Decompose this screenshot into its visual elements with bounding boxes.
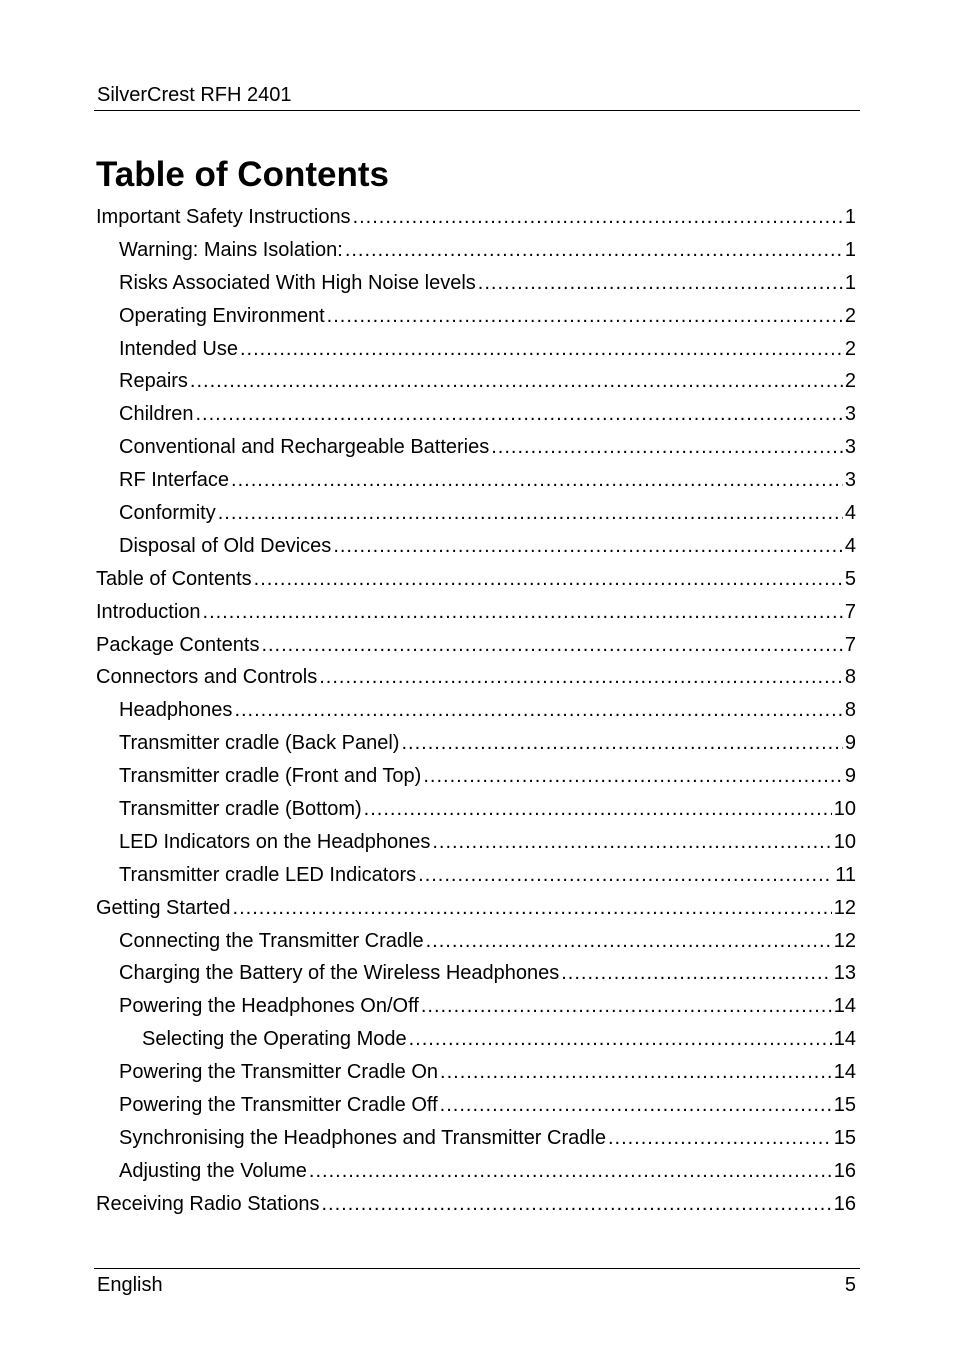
toc-dot-leader xyxy=(440,1056,832,1089)
page-footer xyxy=(94,1268,860,1305)
toc-entry-page: 1 xyxy=(844,206,856,228)
toc-entry-title: Charging the Battery of the Wireless Headphones xyxy=(119,962,560,985)
toc-entry[interactable] xyxy=(96,1056,856,1089)
toc-entry-page: 3 xyxy=(844,469,856,492)
toc-entry-page: 2 xyxy=(844,370,856,393)
toc-entry-page: 14 xyxy=(833,995,856,1018)
toc-dot-leader xyxy=(218,497,843,530)
toc-entry-title: Children xyxy=(119,403,194,426)
toc-dot-leader xyxy=(491,431,843,464)
toc-entry-title: Selecting the Operating Mode xyxy=(142,1028,407,1051)
toc-entry[interactable] xyxy=(96,859,856,892)
toc-entry-title: Intended Use xyxy=(119,337,238,360)
toc-entry-title: Warning: Mains Isolation: xyxy=(119,238,343,261)
toc-entry-page: 13 xyxy=(833,962,856,985)
toc-dot-leader xyxy=(254,563,843,596)
toc-entry-page: 7 xyxy=(844,633,856,656)
toc-dot-leader xyxy=(353,201,843,234)
toc-entry[interactable] xyxy=(96,957,856,990)
toc-dot-leader xyxy=(309,1155,832,1188)
toc-entry-page: 12 xyxy=(833,929,856,952)
toc-entry[interactable] xyxy=(96,826,856,859)
toc-entry[interactable] xyxy=(96,1122,856,1155)
toc-entry[interactable] xyxy=(96,365,856,398)
toc-dot-leader xyxy=(333,530,843,563)
toc-entry-title: Package Contents xyxy=(96,633,260,656)
toc-entry-page: 15 xyxy=(833,1126,856,1149)
toc-entry-page: 7 xyxy=(844,600,856,623)
toc-entry-page: 10 xyxy=(833,798,856,821)
toc-dot-leader xyxy=(321,1188,831,1221)
toc-entry-page: 3 xyxy=(844,436,856,459)
toc-entry[interactable] xyxy=(96,892,856,925)
toc-dot-leader xyxy=(240,333,843,366)
toc-entry-page: 8 xyxy=(844,666,856,689)
toc-entry-title: Connectors and Controls xyxy=(96,666,318,689)
toc-entry-title: Powering the Transmitter Cradle Off xyxy=(119,1094,438,1117)
toc-entry[interactable] xyxy=(96,1155,856,1188)
toc-entry-title: Operating Environment xyxy=(119,304,325,327)
toc-entry-title: Synchronising the Headphones and Transmitter Cradle xyxy=(119,1126,606,1149)
toc-entry-title: Conventional and Rechargeable Batteries xyxy=(119,436,490,459)
toc-entry[interactable] xyxy=(96,333,856,366)
toc-entry-page: 1 xyxy=(844,238,856,261)
toc-entry-page: 14 xyxy=(833,1061,856,1084)
toc-entry-title: RF Interface xyxy=(119,469,230,492)
toc-dot-leader xyxy=(432,826,831,859)
toc-entry-page: 12 xyxy=(833,896,856,919)
table-of-contents xyxy=(96,201,856,1221)
toc-entry[interactable] xyxy=(96,793,856,826)
toc-entry[interactable] xyxy=(96,661,856,694)
toc-entry-page: 15 xyxy=(833,1094,856,1117)
footer-language: English xyxy=(97,1274,163,1296)
page-header xyxy=(94,80,860,111)
toc-entry-title: Receiving Radio Stations xyxy=(96,1192,320,1215)
toc-entry-title: Important Safety Instructions xyxy=(96,206,351,228)
toc-entry[interactable] xyxy=(96,431,856,464)
toc-entry[interactable] xyxy=(96,990,856,1023)
toc-entry-title: Table of Contents xyxy=(96,567,252,590)
toc-entry[interactable] xyxy=(96,727,856,760)
toc-entry[interactable] xyxy=(96,398,856,431)
toc-dot-leader xyxy=(418,859,833,892)
toc-entry[interactable] xyxy=(96,1023,856,1056)
toc-dot-leader xyxy=(478,267,843,300)
toc-entry-page: 4 xyxy=(844,534,856,557)
toc-entry-title: Risks Associated With High Noise levels xyxy=(119,271,476,294)
toc-dot-leader xyxy=(561,957,832,990)
toc-entry[interactable] xyxy=(96,563,856,596)
toc-entry[interactable] xyxy=(96,530,856,563)
toc-entry-title: Conformity xyxy=(119,502,216,525)
toc-dot-leader xyxy=(233,892,832,925)
toc-entry[interactable] xyxy=(96,300,856,333)
toc-entry-page: 16 xyxy=(833,1159,856,1182)
toc-dot-leader xyxy=(231,464,843,497)
toc-entry-title: Repairs xyxy=(119,370,188,393)
toc-entry[interactable] xyxy=(96,760,856,793)
toc-dot-leader xyxy=(234,694,842,727)
toc-dot-leader xyxy=(423,760,843,793)
toc-entry-page: 9 xyxy=(844,732,856,755)
toc-entry-title: Transmitter cradle (Bottom) xyxy=(119,798,362,821)
toc-entry[interactable] xyxy=(96,1188,856,1221)
toc-entry-page: 1 xyxy=(844,271,856,294)
toc-entry[interactable] xyxy=(96,497,856,530)
toc-entry[interactable] xyxy=(96,464,856,497)
toc-entry-title: Powering the Headphones On/Off xyxy=(119,995,419,1018)
toc-dot-leader xyxy=(203,596,843,629)
toc-entry-page: 14 xyxy=(833,1028,856,1051)
toc-dot-leader xyxy=(261,629,842,662)
toc-entry-title: Transmitter cradle (Front and Top) xyxy=(119,765,422,788)
toc-dot-leader xyxy=(440,1089,832,1122)
toc-dot-leader xyxy=(421,990,832,1023)
toc-entry-page: 11 xyxy=(835,863,856,886)
toc-entry-page: 2 xyxy=(844,337,856,360)
toc-entry-page: 16 xyxy=(833,1192,856,1215)
toc-dot-leader xyxy=(327,300,843,333)
footer-page-number: 5 xyxy=(844,1274,856,1296)
toc-dot-leader xyxy=(608,1122,832,1155)
toc-entry-title: Introduction xyxy=(96,600,201,623)
toc-entry-page: 2 xyxy=(844,304,856,327)
document-title: SilverCrest RFH 2401 xyxy=(97,84,292,106)
toc-entry-page: 8 xyxy=(844,699,856,722)
toc-entry[interactable] xyxy=(96,201,856,234)
toc-entry-title: Connecting the Transmitter Cradle xyxy=(119,929,424,952)
toc-entry-title: Transmitter cradle (Back Panel) xyxy=(119,732,400,755)
toc-entry-title: LED Indicators on the Headphones xyxy=(119,830,431,853)
toc-entry[interactable] xyxy=(96,596,856,629)
toc-dot-leader xyxy=(195,398,842,431)
toc-entry[interactable] xyxy=(96,1089,856,1122)
toc-dot-leader xyxy=(409,1023,832,1056)
toc-entry[interactable] xyxy=(96,629,856,662)
toc-dot-leader xyxy=(190,365,843,398)
toc-dot-leader xyxy=(345,234,843,267)
toc-entry-title: Getting Started xyxy=(96,896,231,919)
toc-entry-page: 4 xyxy=(844,502,856,525)
toc-dot-leader xyxy=(364,793,832,826)
toc-entry-title: Disposal of Old Devices xyxy=(119,534,332,557)
toc-dot-leader xyxy=(319,661,843,694)
toc-entry-title: Transmitter cradle LED Indicators xyxy=(119,863,417,886)
toc-entry[interactable] xyxy=(96,925,856,958)
toc-entry-page: 9 xyxy=(844,765,856,788)
toc-entry-page: 3 xyxy=(844,403,856,426)
toc-entry-title: Adjusting the Volume xyxy=(119,1159,307,1182)
toc-entry-title: Powering the Transmitter Cradle On xyxy=(119,1061,439,1084)
toc-entry-page: 10 xyxy=(833,830,856,853)
toc-entry[interactable] xyxy=(96,267,856,300)
toc-entry-page: 5 xyxy=(844,567,856,590)
page-title: Table of Contents xyxy=(96,155,389,194)
toc-entry[interactable] xyxy=(96,694,856,727)
toc-entry[interactable] xyxy=(96,234,856,267)
toc-dot-leader xyxy=(426,925,832,958)
toc-entry-title: Headphones xyxy=(119,699,233,722)
toc-dot-leader xyxy=(401,727,842,760)
